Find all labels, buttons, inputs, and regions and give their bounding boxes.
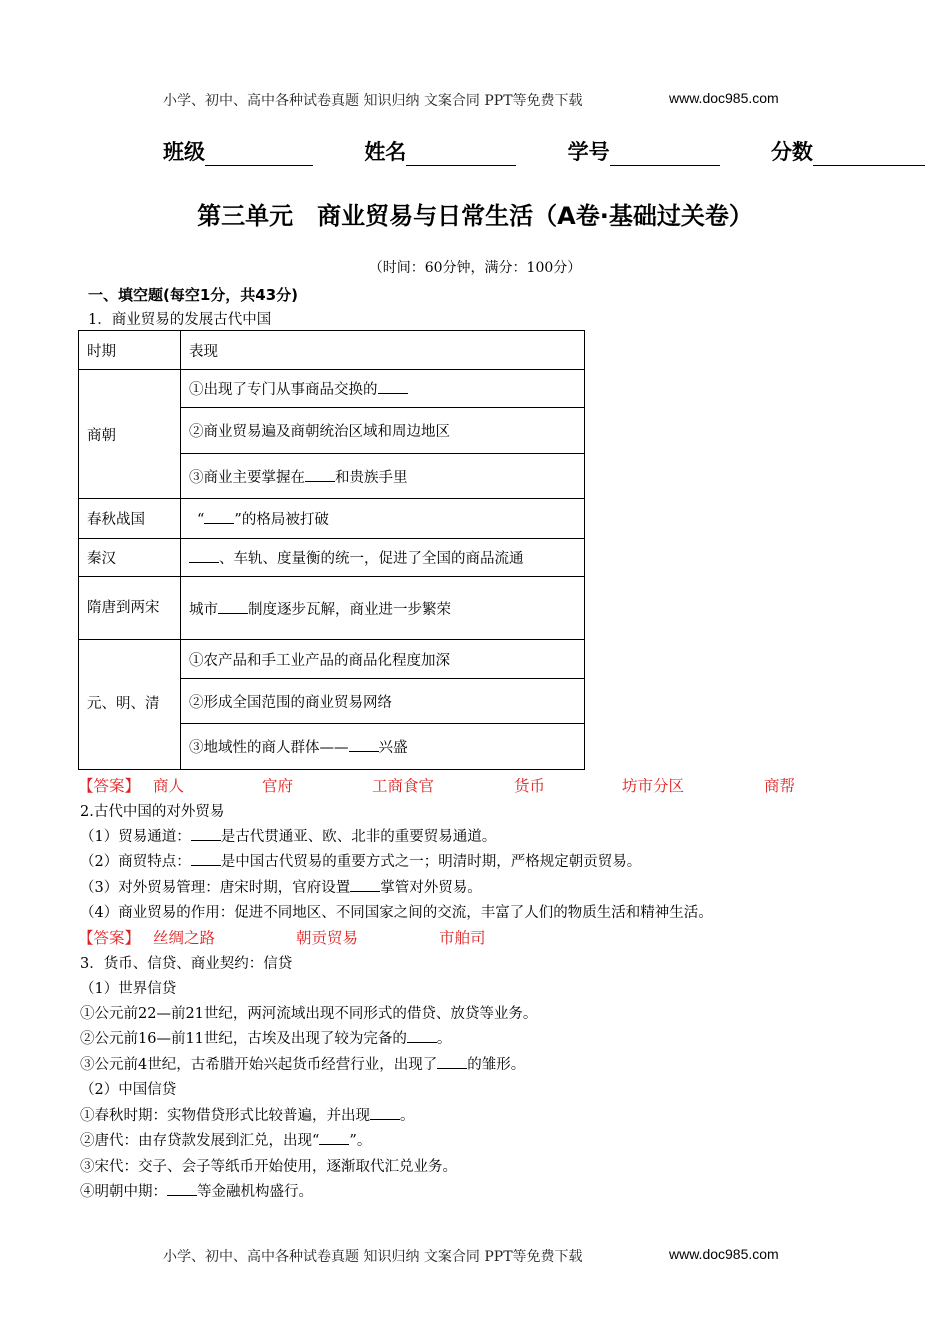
q3-line: ②唐代：由存贷款发展到汇兑，出现“ ”。 xyxy=(80,1129,371,1150)
content-cell: ③地域性的商人群体—— 兴盛 xyxy=(181,724,585,770)
section-heading: 一、填空题(每空1分，共43分) xyxy=(88,286,299,304)
q2-line: （2）商贸特点： 是中国古代贸易的重要方式之一；明清时期，严格规定朝贡贸易。 xyxy=(80,850,641,871)
content-cell: ①出现了专门从事商品交换的 xyxy=(181,370,585,408)
answer-item: 市舶司 xyxy=(439,929,486,947)
answer-blank[interactable] xyxy=(378,379,408,394)
table-header-content: 表现 xyxy=(181,331,585,370)
answer-blank[interactable] xyxy=(305,467,335,482)
q3-line: ①春秋时期：实物借贷形式比较普遍，并出现 。 xyxy=(80,1104,415,1125)
q2-line: （4）商业贸易的作用：促进不同地区、不同国家之间的交流，丰富了人们的物质生活和精神生活。 xyxy=(80,905,713,921)
period-cell: 商朝 xyxy=(79,370,181,499)
footer-url[interactable]: www.doc985.com xyxy=(669,1246,779,1262)
exam-time-score: （时间：60分钟，满分：100分） xyxy=(368,260,582,276)
class-field[interactable]: 班级 xyxy=(163,136,313,166)
period-cell: 元、明、清 xyxy=(79,640,181,770)
answer-blank[interactable] xyxy=(349,737,379,752)
page-title: 第三单元 商业贸易与日常生活（A卷·基础过关卷） xyxy=(197,202,753,230)
period-cell: 春秋战国 xyxy=(79,499,181,539)
student-id-field[interactable]: 学号 xyxy=(568,136,720,166)
answer-item: 商人 xyxy=(153,777,185,795)
answer-label: 【答案】 xyxy=(78,777,141,795)
q3-line: ②公元前16—前11世纪，古埃及出现了较为完备的 。 xyxy=(80,1027,451,1048)
student-info-row xyxy=(163,136,925,166)
answer-item: 朝贡贸易 xyxy=(296,929,359,947)
q3-subheading: （1）世界信贷 xyxy=(80,981,177,997)
period-cell: 秦汉 xyxy=(79,539,181,577)
header-url[interactable]: www.doc985.com xyxy=(669,90,779,106)
answer-item: 工商食官 xyxy=(372,777,435,795)
answer-item: 丝绸之路 xyxy=(153,929,216,947)
q2-title: 2.古代中国的对外贸易 xyxy=(80,804,225,820)
answer-blank[interactable] xyxy=(407,1028,437,1043)
answer-blank[interactable] xyxy=(319,1130,349,1145)
answer-blank[interactable] xyxy=(191,826,221,841)
q3-line: ④明朝中期： 等金融机构盛行。 xyxy=(80,1180,313,1201)
q3-line: ③公元前4世纪，古希腊开始兴起货币经营行业，出现了 的雏形。 xyxy=(80,1053,525,1074)
answer-label: 【答案】 xyxy=(78,929,141,947)
table-header-period: 时期 xyxy=(79,331,181,370)
answer-item: 商帮 xyxy=(764,777,796,795)
content-cell: ①农产品和手工业产品的商品化程度加深 xyxy=(181,640,585,679)
answer-blank[interactable] xyxy=(167,1181,197,1196)
q3-line: ③宋代：交子、会子等纸币开始使用，逐渐取代汇兑业务。 xyxy=(80,1159,457,1175)
answer-blank[interactable] xyxy=(218,599,248,614)
q2-line: （3）对外贸易管理：唐宋时期，官府设置 掌管对外贸易。 xyxy=(80,876,482,897)
q2-line: （1）贸易通道： 是古代贯通亚、欧、北非的重要贸易通道。 xyxy=(80,825,496,846)
content-cell: “ ”的格局被打破 xyxy=(181,499,585,539)
q1-title: 1．商业贸易的发展古代中国 xyxy=(88,312,272,328)
q3-title: 3．货币、信贷、商业契约：信贷 xyxy=(80,956,293,972)
answer-item: 货币 xyxy=(514,777,546,795)
content-cell: ②商业贸易遍及商朝统治区域和周边地区 xyxy=(181,408,585,454)
answer-item: 官府 xyxy=(262,777,294,795)
footer-text: 小学、初中、高中各种试卷真题 知识归纳 文案合同 PPT等免费下载 xyxy=(163,1249,583,1265)
answer-blank[interactable] xyxy=(189,548,219,563)
q3-subheading: （2）中国信贷 xyxy=(80,1082,177,1098)
content-cell: ②形成全国范围的商业贸易网络 xyxy=(181,679,585,724)
content-cell: 、车轨、度量衡的统一，促进了全国的商品流通 xyxy=(181,539,585,577)
trade-development-table xyxy=(78,330,585,770)
answer-item: 坊市分区 xyxy=(622,777,685,795)
score-field[interactable]: 分数 xyxy=(771,136,925,166)
name-field[interactable]: 姓名 xyxy=(364,136,516,166)
content-cell: 城市 制度逐步瓦解，商业进一步繁荣 xyxy=(181,577,585,640)
period-cell: 隋唐到两宋 xyxy=(79,577,181,640)
answer-blank[interactable] xyxy=(370,1105,400,1120)
header-text: 小学、初中、高中各种试卷真题 知识归纳 文案合同 PPT等免费下载 xyxy=(163,93,583,109)
content-cell: ③商业主要掌握在 和贵族手里 xyxy=(181,454,585,499)
q3-line: ①公元前22—前21世纪，两河流域出现不同形式的借贷、放贷等业务。 xyxy=(80,1006,538,1022)
answer-blank[interactable] xyxy=(437,1054,467,1069)
answer-blank[interactable] xyxy=(191,851,221,866)
answer-blank[interactable] xyxy=(204,509,234,524)
answer-blank[interactable] xyxy=(350,877,380,892)
